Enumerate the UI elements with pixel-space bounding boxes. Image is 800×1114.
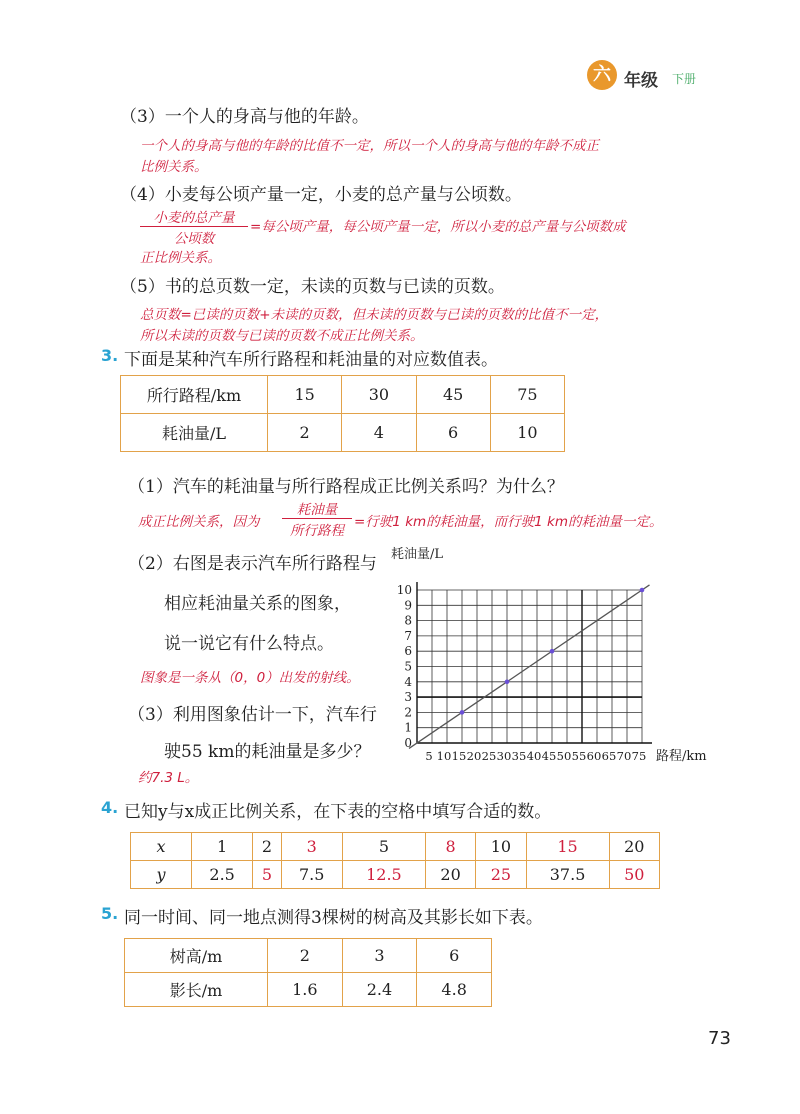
fraction-numerator: 小麦的总产量	[140, 206, 248, 227]
q4-table-row-x	[131, 833, 660, 861]
chart-y-tick-label: 4	[404, 674, 412, 689]
q3-sub1-answer-prefix: 成正比例关系，因为	[138, 514, 260, 530]
chart-x-tick-label: 65	[601, 749, 617, 763]
q5-text: 同一时间、同一地点测得3棵树的树高及其影长如下表。	[124, 908, 543, 928]
chart-x-tick-label: 15	[451, 749, 467, 763]
chart-y-tick-label: 10	[396, 583, 412, 597]
q3-text: 下面是某种汽车所行路程和耗油量的对应数值表。	[124, 350, 498, 370]
fuel-distance-chart	[380, 540, 720, 778]
chart-y-tick-label: 0	[404, 736, 412, 750]
fraction-denominator: 所行路程	[290, 523, 344, 539]
q4-x-cell: 20	[609, 833, 659, 861]
fraction-denominator: 公顷数	[173, 231, 215, 247]
chart-x-tick-label: 35	[511, 749, 527, 763]
q4-x-header: x	[131, 833, 192, 861]
volume-label: 下册	[672, 72, 697, 86]
q3-sub2-answer: 图象是一条从（0，0）出发的射线。	[140, 670, 360, 686]
chart-x-tick-label: 10	[436, 749, 452, 763]
q3-sub1-fraction	[282, 498, 352, 539]
q3-sub3-answer: 约7.3 L。	[138, 770, 199, 786]
q4-y-cell: 12.5	[342, 861, 425, 889]
q2-item-4-answer-line1: =每公顷产量，每公顷产量一定，所以小麦的总产量与公顷数成	[250, 219, 626, 235]
q2-item-4-label: （4）小麦每公顷产量一定，小麦的总产量与公顷数。	[120, 185, 522, 205]
chart-x-tick-label: 60	[586, 749, 602, 763]
chart-x-tick-label: 75	[631, 749, 647, 763]
q3-sub2-line1: （2）右图是表示汽车所行路程与	[128, 554, 377, 574]
table-cell: 2.4	[342, 973, 417, 1007]
table-cell: 4.8	[417, 973, 492, 1007]
chart-y-tick-label: 5	[404, 659, 412, 674]
chart-y-tick-label: 8	[404, 613, 412, 628]
q3-sub3-line2: 驶55 km的耗油量是多少？	[164, 742, 371, 762]
q4-text: 已知y与x成正比例关系，在下表的空格中填写合适的数。	[124, 802, 552, 822]
q3-sub1-answer-suffix: =行驶1 km的耗油量，而行驶1 km的耗油量一定。	[354, 514, 663, 530]
q5-table-row-height	[125, 939, 492, 973]
table-cell: 4	[342, 414, 416, 452]
table-cell: 影长/m	[125, 973, 268, 1007]
table-cell: 10	[490, 414, 564, 452]
q2-item-4-fraction	[140, 206, 248, 247]
q2-item-5-answer-line2: 所以未读的页数与已读的页数不成正比例关系。	[140, 328, 424, 344]
q4-y-header: y	[131, 861, 192, 889]
q4-y-cell: 25	[476, 861, 526, 889]
chart-y-tick-label: 9	[404, 598, 412, 613]
chart-point	[640, 588, 645, 593]
table-cell: 所行路程/km	[121, 376, 268, 414]
chart-x-tick-label: 55	[571, 749, 587, 763]
q3-sub2-line3: 说一说它有什么特点。	[164, 634, 334, 654]
q4-y-cell: 37.5	[526, 861, 609, 889]
table-cell: 75	[490, 376, 564, 414]
table-cell: 30	[342, 376, 416, 414]
grade-badge: 六	[587, 60, 617, 90]
chart-x-tick-label: 5	[425, 749, 433, 763]
q4-x-cell: 15	[526, 833, 609, 861]
q4-y-cell: 5	[253, 861, 281, 889]
table-cell: 树高/m	[125, 939, 268, 973]
q3-table-row-distance	[121, 376, 565, 414]
table-cell: 2	[268, 414, 342, 452]
q4-x-cell: 10	[476, 833, 526, 861]
q4-x-cell: 1	[192, 833, 253, 861]
chart-y-tick-label: 6	[404, 644, 412, 659]
page-number: 73	[708, 1028, 731, 1049]
table-cell: 2	[268, 939, 343, 973]
chart-y-tick-label: 7	[404, 628, 412, 643]
chart-x-tick-label: 40	[526, 749, 542, 763]
chart-x-tick-label: 45	[541, 749, 557, 763]
q5-table-row-shadow	[125, 973, 492, 1007]
table-cell: 45	[416, 376, 490, 414]
chart-x-tick-label: 20	[466, 749, 482, 763]
chart-x-tick-label: 70	[616, 749, 632, 763]
table-cell: 6	[417, 939, 492, 973]
q3-sub3-line1: （3）利用图象估计一下，汽车行	[128, 705, 377, 725]
q2-item-5-label: （5）书的总页数一定，未读的页数与已读的页数。	[120, 277, 505, 297]
q4-y-cell: 50	[609, 861, 659, 889]
table-cell: 6	[416, 414, 490, 452]
q4-number: 4.	[101, 798, 119, 817]
chart-tick-labels	[397, 583, 647, 763]
table-cell: 耗油量/L	[121, 414, 268, 452]
chart-point	[505, 680, 510, 685]
q2-item-4-answer-line2: 正比例关系。	[140, 250, 221, 266]
q4-x-cell: 8	[425, 833, 475, 861]
q4-x-cell: 3	[281, 833, 342, 861]
chart-x-tick-label: 50	[556, 749, 572, 763]
table-cell: 1.6	[268, 973, 343, 1007]
q4-x-cell: 5	[342, 833, 425, 861]
table-cell: 15	[268, 376, 342, 414]
q5-number: 5.	[101, 904, 119, 923]
q2-item-3-label: （3）一个人的身高与他的年龄。	[120, 107, 369, 127]
q3-number: 3.	[101, 346, 119, 365]
q4-y-cell: 2.5	[192, 861, 253, 889]
q2-item-3-answer-line1: 一个人的身高与他的年龄的比值不一定，所以一个人的身高与他的年龄不成正	[140, 138, 599, 154]
q4-x-cell: 2	[253, 833, 281, 861]
q4-y-cell: 20	[425, 861, 475, 889]
chart-x-tick-label: 25	[481, 749, 497, 763]
q4-y-cell: 7.5	[281, 861, 342, 889]
q3-sub1-label: （1）汽车的耗油量与所行路程成正比例关系吗？为什么？	[128, 477, 564, 497]
q4-table-row-y	[131, 861, 660, 889]
chart-y-tick-label: 2	[404, 705, 412, 720]
chart-y-tick-label: 3	[404, 690, 412, 705]
chart-ylabel: 耗油量/L	[391, 547, 444, 562]
q5-table	[124, 938, 492, 1007]
chart-y-tick-label: 1	[404, 720, 412, 735]
chart-x-tick-label: 30	[496, 749, 512, 763]
q2-item-3-answer-line2: 比例关系。	[140, 159, 208, 175]
chart-xlabel: 路程/km	[656, 749, 707, 764]
chart-point	[460, 710, 465, 715]
fraction-numerator: 耗油量	[282, 498, 352, 519]
q3-sub2-line2: 相应耗油量关系的图象，	[164, 594, 351, 614]
table-cell: 3	[342, 939, 417, 973]
q3-table	[120, 375, 565, 452]
q3-table-row-fuel	[121, 414, 565, 452]
grade-label: 年级	[624, 71, 658, 91]
chart-point	[550, 649, 555, 654]
q2-item-5-answer-line1: 总页数=已读的页数+未读的页数，但未读的页数与已读的页数的比值不一定，	[140, 307, 609, 323]
q4-table	[130, 832, 660, 889]
